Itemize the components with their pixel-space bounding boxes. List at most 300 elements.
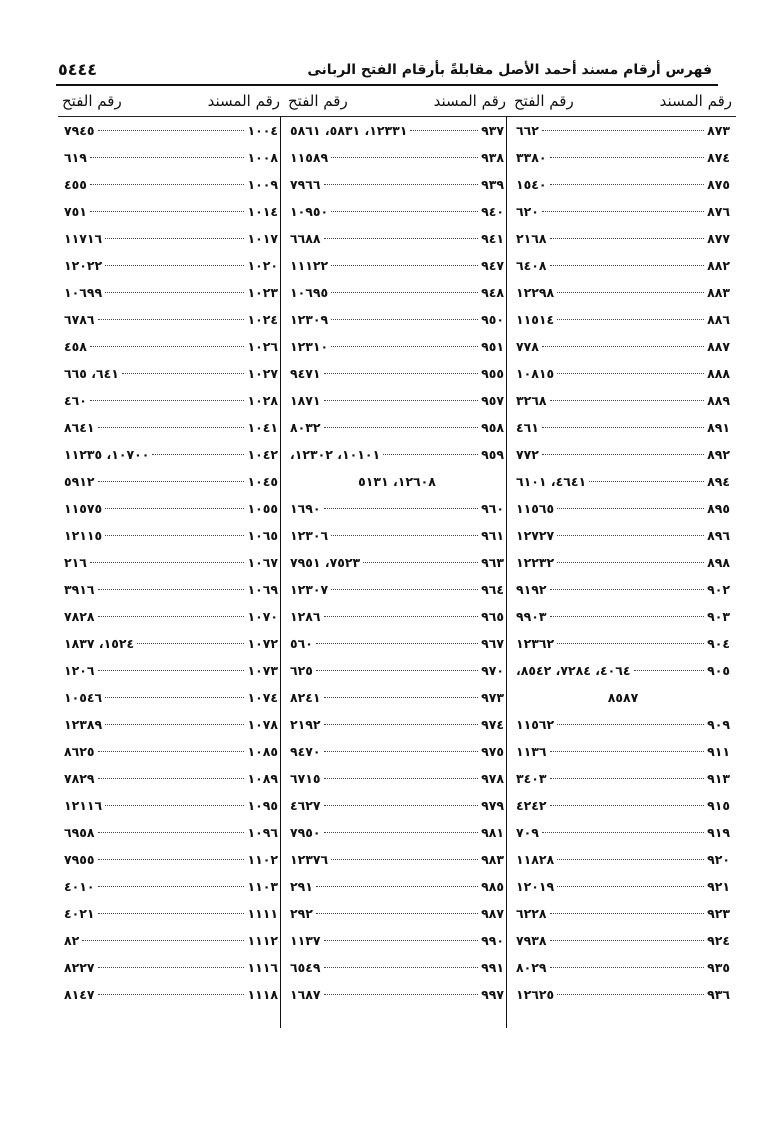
- musnad-number: ٩٥٩: [481, 447, 504, 462]
- fath-number: ٧٠٩: [516, 825, 539, 840]
- musnad-number: ٩٠٤: [707, 636, 730, 651]
- musnad-number: ١٠٩٥: [247, 798, 278, 813]
- dot-leader: [324, 697, 479, 698]
- dot-leader: [331, 211, 478, 212]
- dot-leader: [98, 589, 245, 590]
- index-row: [58, 657, 284, 684]
- index-row: [58, 441, 284, 468]
- fath-number: ٤٠٦٤، ٧٢٨٤، ٨٥٤٢،: [516, 663, 631, 678]
- index-row: [58, 900, 284, 927]
- index-row: [284, 630, 510, 657]
- index-row: [284, 495, 510, 522]
- index-row: [284, 549, 510, 576]
- dot-leader: [98, 751, 245, 752]
- index-row: [284, 981, 510, 1008]
- dot-leader: [550, 616, 705, 617]
- dot-leader: [331, 859, 478, 860]
- fath-number: ٤٦٢٧: [290, 798, 321, 813]
- fath-number: ٤٦١: [516, 420, 539, 435]
- fath-number: ٩١٩٢: [516, 582, 547, 597]
- musnad-number: ٩٦١: [481, 528, 504, 543]
- musnad-number: ٩٣٦: [707, 987, 730, 1002]
- dot-leader: [98, 130, 245, 131]
- page-title: فهرس أرقام مسند أحمد الأصل مقابلةً بأرقام الفتح الربانى: [307, 62, 712, 78]
- fath-number: ٣٢٦٨: [516, 393, 547, 408]
- index-row: [284, 657, 510, 684]
- dot-leader: [550, 805, 705, 806]
- musnad-number: ٩٦٥: [481, 609, 504, 624]
- column-rows: [284, 117, 510, 1008]
- musnad-number: ٩٦٤: [481, 582, 504, 597]
- musnad-number: ٩١٥: [707, 798, 730, 813]
- fath-number: ٧٩٥٠: [290, 825, 321, 840]
- musnad-number: ٨٧٦: [707, 204, 730, 219]
- fath-number: ٤٦٤١، ٦١٠١: [516, 474, 587, 489]
- index-row: [510, 306, 736, 333]
- index-row: [284, 684, 510, 711]
- fath-number: ٦٤١، ٦٦٥: [64, 366, 119, 381]
- musnad-number: ١١٠٣: [247, 879, 278, 894]
- index-row: [284, 792, 510, 819]
- fath-number: ١١٨٢٨: [516, 852, 555, 867]
- musnad-number: ٩٤٨: [481, 285, 504, 300]
- fath-number: ١١٥٦٥: [516, 501, 555, 516]
- index-row: [58, 846, 284, 873]
- index-row: [510, 603, 736, 630]
- musnad-number: ١٠٢٧: [247, 366, 278, 381]
- dot-leader: [98, 886, 245, 887]
- dot-leader: [98, 319, 245, 320]
- fath-number: ١٢٣٠٧: [290, 582, 329, 597]
- musnad-number: ٩٢٠: [707, 852, 730, 867]
- musnad-number: ٩٣٨: [481, 150, 504, 165]
- musnad-number: ١٠٧٠: [247, 609, 278, 624]
- dot-leader: [324, 724, 479, 725]
- dot-leader: [557, 643, 704, 644]
- fath-number: ١٠٦٩٥: [290, 285, 329, 300]
- fath-number: ١٢٦٠٨، ٥١٣١: [358, 474, 436, 489]
- column-header: [58, 86, 284, 117]
- fath-number: ٧٥٢٣، ٧٩٥١: [290, 555, 361, 570]
- fath-number: ٦٢٢٨: [516, 906, 547, 921]
- dot-leader: [557, 562, 704, 563]
- fath-number: ١١٥٨٩: [290, 150, 329, 165]
- index-row: [58, 954, 284, 981]
- musnad-number: ٩٧٩: [481, 798, 504, 813]
- dot-leader: [98, 832, 245, 833]
- fath-number: ١١٣٦: [516, 744, 547, 759]
- fath-number: ١٢١١٦: [64, 798, 103, 813]
- column-header: [510, 86, 736, 117]
- musnad-number: ٩٧٨: [481, 771, 504, 786]
- fath-number: ٧٩٣٨: [516, 933, 547, 948]
- index-row: [510, 279, 736, 306]
- musnad-number: ١٠١٤: [247, 204, 278, 219]
- musnad-number: ٨٨٣: [707, 285, 730, 300]
- fath-number: ١٢٢٩٨: [516, 285, 555, 300]
- musnad-number: ٩٩٠: [481, 933, 504, 948]
- fath-number: ٨٠٣٢: [290, 420, 321, 435]
- dot-leader: [137, 643, 244, 644]
- dot-leader: [105, 292, 244, 293]
- musnad-number: ١٠٢٣: [247, 285, 278, 300]
- dot-leader: [90, 346, 245, 347]
- page-number: ٥٤٤٤: [58, 60, 98, 79]
- index-row: [510, 549, 736, 576]
- index-row: [284, 954, 510, 981]
- musnad-number: ٩٤٧: [481, 258, 504, 273]
- dot-leader: [324, 400, 479, 401]
- dot-leader: [324, 508, 479, 509]
- header-musnad: رقم المسند: [433, 92, 506, 110]
- musnad-number: ٩٥٥: [481, 366, 504, 381]
- index-row: [58, 117, 284, 144]
- index-row: [58, 765, 284, 792]
- fath-number: ٨٢٤١: [290, 690, 321, 705]
- fath-number: ١٢٢٣٢: [516, 555, 555, 570]
- musnad-number: ٨٩٢: [707, 447, 730, 462]
- index-row: [510, 900, 736, 927]
- index-row: [284, 414, 510, 441]
- fath-number: ٨٥٨٧: [607, 690, 639, 705]
- fath-number: ١٥٢٤، ١٨٣٧: [64, 636, 135, 651]
- musnad-number: ١٠٠٨: [247, 150, 278, 165]
- musnad-number: ٩٦٣: [481, 555, 504, 570]
- dot-leader: [98, 616, 245, 617]
- column-divider: [506, 116, 507, 1028]
- fath-number: ١١٥٦٢: [516, 717, 555, 732]
- column-rows: [510, 117, 736, 1008]
- column-rows: [58, 117, 284, 1008]
- index-row: [284, 927, 510, 954]
- musnad-number: ٩٨٥: [481, 879, 504, 894]
- index-row: [284, 576, 510, 603]
- index-row: [284, 387, 510, 414]
- dot-leader: [542, 832, 704, 833]
- dot-leader: [324, 616, 479, 617]
- dot-leader: [550, 913, 705, 914]
- fath-number: ١١٥١٤: [516, 312, 555, 327]
- index-row: [510, 144, 736, 171]
- dot-leader: [550, 157, 705, 158]
- index-row: [58, 144, 284, 171]
- index-column-1: [510, 86, 736, 1008]
- header-fath: رقم الفتح: [62, 92, 122, 110]
- dot-leader: [550, 265, 705, 266]
- fath-number: ٤٢٤٢: [516, 798, 547, 813]
- index-row: [510, 468, 736, 495]
- index-row: [58, 333, 284, 360]
- fath-number: ٢١٦: [64, 555, 87, 570]
- dot-leader: [557, 886, 704, 887]
- dot-leader: [557, 319, 704, 320]
- musnad-number: ١٠٨٩: [247, 771, 278, 786]
- fath-number: ٦٢٠: [516, 204, 539, 219]
- index-row: [510, 387, 736, 414]
- musnad-number: ٩٠٥: [707, 663, 730, 678]
- fath-number: ٦٥٤٩: [290, 960, 321, 975]
- fath-number: ٦١٩: [64, 150, 87, 165]
- fath-number: ١٢٣٠٩: [290, 312, 329, 327]
- index-row: [510, 630, 736, 657]
- index-row: [510, 738, 736, 765]
- fath-number: ٦٦٨٨: [290, 231, 321, 246]
- musnad-number: ٩٢١: [707, 879, 730, 894]
- musnad-number: ٩٨٧: [481, 906, 504, 921]
- fath-number: ١٢٦٢٥: [516, 987, 555, 1002]
- header-fath: رقم الفتح: [514, 92, 574, 110]
- fath-number: ١٠٥٤٦: [64, 690, 103, 705]
- index-row: [510, 846, 736, 873]
- fath-number: ٢١٦٨: [516, 231, 547, 246]
- fath-number: ٤٠١٠: [64, 879, 95, 894]
- dot-leader: [550, 778, 705, 779]
- musnad-number: ٨٧٧: [707, 231, 730, 246]
- index-row: [510, 873, 736, 900]
- index-row: [284, 441, 510, 468]
- fath-number: ١١٥٧٥: [64, 501, 103, 516]
- dot-leader: [98, 481, 245, 482]
- index-row: [284, 873, 510, 900]
- dot-leader: [589, 481, 704, 482]
- dot-leader: [98, 859, 245, 860]
- fath-number: ٦٧١٥: [290, 771, 321, 786]
- index-row: [284, 738, 510, 765]
- musnad-number: ٩٧٥: [481, 744, 504, 759]
- index-row: [284, 252, 510, 279]
- musnad-number: ١١١٢: [247, 933, 278, 948]
- fath-number: ٧٧٢: [516, 447, 539, 462]
- dot-leader: [542, 346, 704, 347]
- musnad-number: ٨٩١: [707, 420, 730, 435]
- musnad-number: ٨٩٦: [707, 528, 730, 543]
- fath-number: ١٢٧٢٧: [516, 528, 555, 543]
- index-row: [510, 981, 736, 1008]
- index-row: [58, 738, 284, 765]
- musnad-number: ١٠٨٥: [247, 744, 278, 759]
- fath-number: ٢١٩٢: [290, 717, 321, 732]
- dot-leader: [98, 994, 245, 995]
- musnad-number: ٩٢٣: [707, 906, 730, 921]
- musnad-number: ١٠٦٩: [247, 582, 278, 597]
- index-row: [58, 927, 284, 954]
- dot-leader: [316, 670, 478, 671]
- column-divider: [280, 116, 281, 1028]
- index-row: [510, 711, 736, 738]
- dot-leader: [324, 373, 479, 374]
- fath-number: ٣٣٨٠: [516, 150, 547, 165]
- fath-number: ١٦٨٧: [290, 987, 321, 1002]
- index-row: [284, 306, 510, 333]
- musnad-number: ٨٧٥: [707, 177, 730, 192]
- index-row: [58, 684, 284, 711]
- musnad-number: ٩٥٠: [481, 312, 504, 327]
- index-row: [58, 279, 284, 306]
- fath-number: ٤٥٨: [64, 339, 87, 354]
- index-row: [58, 711, 284, 738]
- dot-leader: [550, 967, 705, 968]
- index-row: [510, 954, 736, 981]
- fath-number: ٦٩٥٨: [64, 825, 95, 840]
- index-row: [58, 198, 284, 225]
- dot-leader: [557, 292, 704, 293]
- fath-number: ٦٤٠٨: [516, 258, 547, 273]
- index-row: [510, 495, 736, 522]
- header-musnad: رقم المسند: [659, 92, 732, 110]
- musnad-number: ٩٧٠: [481, 663, 504, 678]
- dot-leader: [90, 400, 245, 401]
- dot-leader: [542, 130, 704, 131]
- fath-number: ١٢١١٥: [64, 528, 103, 543]
- index-row: [284, 819, 510, 846]
- fath-number: ١٢٠١٩: [516, 879, 555, 894]
- column-header: [284, 86, 510, 117]
- fath-number: ٦٢٥: [290, 663, 313, 678]
- musnad-number: ١٠٢٨: [247, 393, 278, 408]
- dot-leader: [324, 805, 479, 806]
- musnad-number: ٨٩٨: [707, 555, 730, 570]
- fath-number: ٥٦٠: [290, 636, 313, 651]
- index-row: [284, 117, 510, 144]
- musnad-number: ١٠٠٤: [247, 123, 278, 138]
- dot-leader: [98, 427, 245, 428]
- index-row: [284, 468, 510, 495]
- musnad-number: ١٠٧٤: [247, 690, 278, 705]
- index-row: [510, 765, 736, 792]
- dot-leader: [90, 184, 245, 185]
- dot-leader: [550, 238, 705, 239]
- fath-number: ١٠٧٠٠، ١١٢٣٥: [64, 447, 150, 462]
- fath-number: ١٢٣١٠: [290, 339, 329, 354]
- index-row: [510, 927, 736, 954]
- dot-leader: [316, 886, 478, 887]
- fath-number: ٦٦٢: [516, 123, 539, 138]
- musnad-number: ٩٠٢: [707, 582, 730, 597]
- musnad-number: ٩٣٧: [481, 123, 504, 138]
- fath-number: ٧٨٢٨: [64, 609, 95, 624]
- dot-leader: [550, 400, 705, 401]
- index-row: [58, 873, 284, 900]
- musnad-number: ١١١٦: [247, 960, 278, 975]
- musnad-number: ٨٧٤: [707, 150, 730, 165]
- dot-leader: [331, 346, 478, 347]
- dot-leader: [152, 454, 244, 455]
- dot-leader: [324, 184, 479, 185]
- index-row: [510, 441, 736, 468]
- dot-leader: [98, 778, 245, 779]
- musnad-number: ١٠٢٠: [247, 258, 278, 273]
- musnad-number: ٩٨٣: [481, 852, 504, 867]
- fath-number: ١٠٨١٥: [516, 366, 555, 381]
- dot-leader: [105, 724, 244, 725]
- fath-number: ١١٧١٦: [64, 231, 103, 246]
- musnad-number: ٩٦٧: [481, 636, 504, 651]
- dot-leader: [105, 805, 244, 806]
- index-row: [58, 819, 284, 846]
- index-row: [510, 252, 736, 279]
- dot-leader: [550, 589, 705, 590]
- musnad-number: ٩٥٨: [481, 420, 504, 435]
- index-row: [510, 684, 736, 711]
- musnad-number: ١٠٢٦: [247, 339, 278, 354]
- index-row: [58, 414, 284, 441]
- musnad-number: ١٠٦٧: [247, 555, 278, 570]
- index-row: [510, 576, 736, 603]
- dot-leader: [324, 427, 479, 428]
- index-row: [58, 468, 284, 495]
- dot-leader: [557, 535, 704, 536]
- musnad-number: ٩٨١: [481, 825, 504, 840]
- fath-number: ١٠١٠١، ١٢٣٠٢،: [290, 447, 381, 462]
- dot-leader: [324, 967, 479, 968]
- fath-number: ٣٩١٦: [64, 582, 95, 597]
- fath-number: ٧٥١: [64, 204, 87, 219]
- index-row: [284, 198, 510, 225]
- fath-number: ١٢٣٧٦: [290, 852, 329, 867]
- musnad-number: ١٠٦٥: [247, 528, 278, 543]
- musnad-number: ٩٩٧: [481, 987, 504, 1002]
- musnad-number: ٩٥١: [481, 339, 504, 354]
- dot-leader: [634, 670, 705, 671]
- dot-leader: [557, 859, 704, 860]
- dot-leader: [542, 211, 704, 212]
- index-row: [510, 198, 736, 225]
- index-row: [58, 252, 284, 279]
- fath-number: ١٠٩٥٠: [290, 204, 329, 219]
- musnad-number: ٩١١: [707, 744, 730, 759]
- musnad-number: ١٠٤٢: [247, 447, 278, 462]
- dot-leader: [324, 751, 479, 752]
- fath-number: ٨٢: [64, 933, 80, 948]
- dot-leader: [557, 508, 704, 509]
- musnad-number: ١٠٠٩: [247, 177, 278, 192]
- fath-number: ٨٦٤١: [64, 420, 95, 435]
- fath-number: ٩٤٧٠: [290, 744, 321, 759]
- musnad-number: ٨٨٨: [707, 366, 730, 381]
- fath-number: ٧٧٨: [516, 339, 539, 354]
- fath-number: ١٠٦٩٩: [64, 285, 103, 300]
- dot-leader: [550, 940, 705, 941]
- index-row: [58, 387, 284, 414]
- musnad-number: ٩٧٤: [481, 717, 504, 732]
- index-row: [510, 171, 736, 198]
- musnad-number: ٨٨٧: [707, 339, 730, 354]
- header-fath: رقم الفتح: [288, 92, 348, 110]
- dot-leader: [331, 292, 478, 293]
- index-row: [284, 711, 510, 738]
- dot-leader: [324, 238, 479, 239]
- fath-number: ٧٩٦٦: [290, 177, 321, 192]
- fath-number: ٣٤٠٣: [516, 771, 547, 786]
- index-row: [510, 792, 736, 819]
- index-row: [58, 576, 284, 603]
- fath-number: ٧٩٥٥: [64, 852, 95, 867]
- musnad-number: ١٠٥٥: [247, 501, 278, 516]
- dot-leader: [90, 562, 245, 563]
- fath-number: ٧٨٢٩: [64, 771, 95, 786]
- dot-leader: [331, 157, 478, 158]
- dot-leader: [331, 319, 478, 320]
- musnad-number: ١٠٤٥: [247, 474, 278, 489]
- dot-leader: [557, 724, 704, 725]
- dot-leader: [557, 994, 704, 995]
- musnad-number: ١٠١٧: [247, 231, 278, 246]
- fath-number: ١٢٣٦٢: [516, 636, 555, 651]
- musnad-number: ٨٨٦: [707, 312, 730, 327]
- index-column-2: [284, 86, 510, 1008]
- dot-leader: [98, 967, 245, 968]
- index-row: [58, 522, 284, 549]
